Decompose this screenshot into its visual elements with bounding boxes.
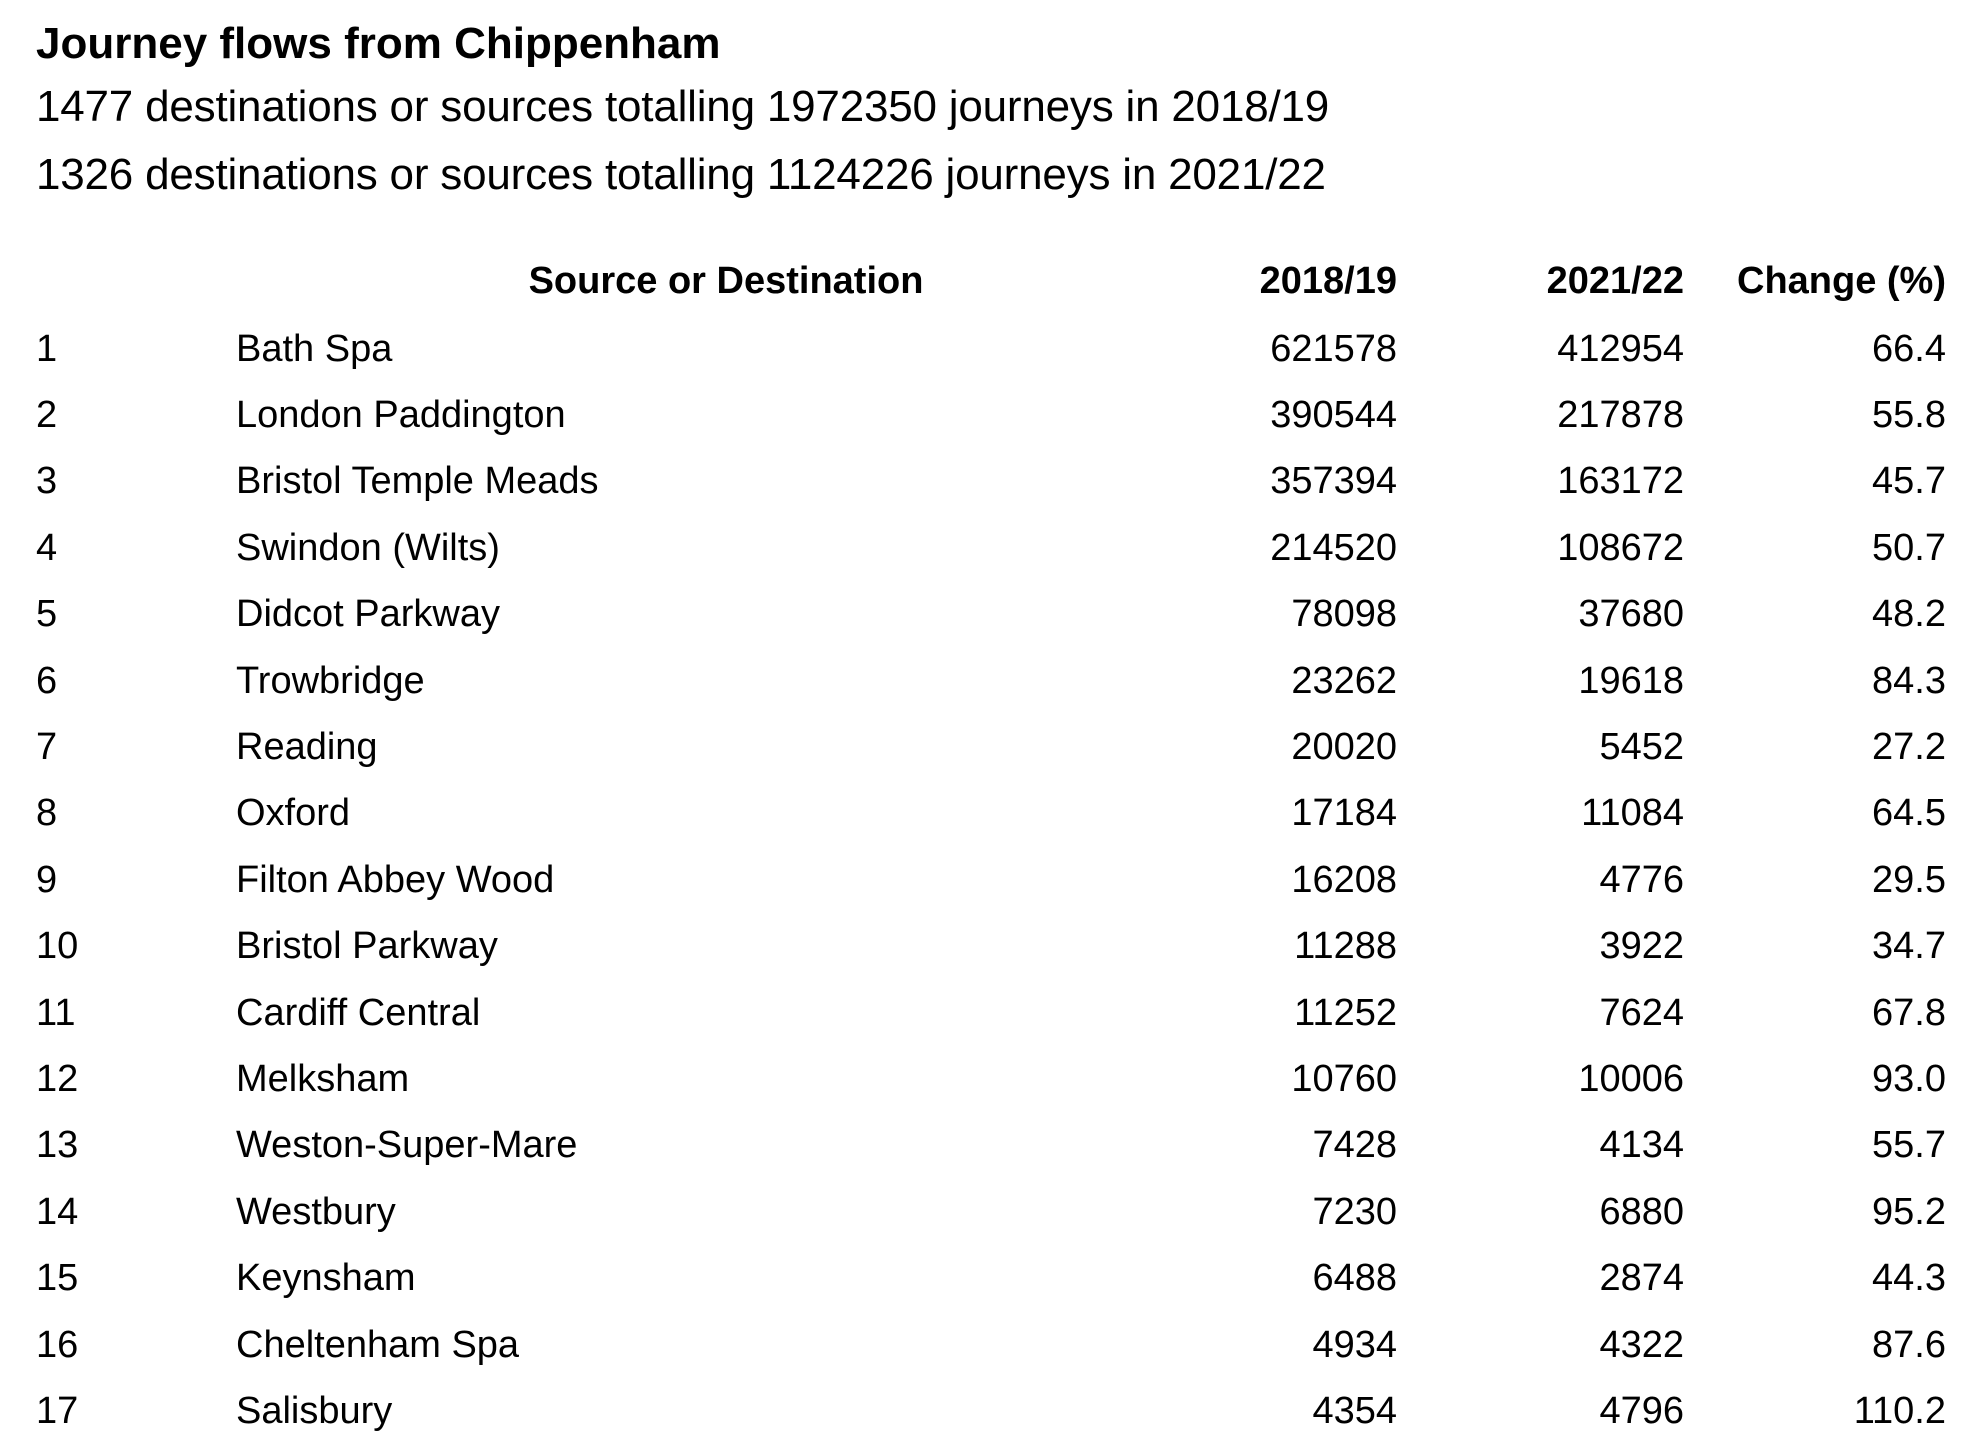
journeys-2018-19-cell: 7428 xyxy=(1312,1124,1397,1167)
station-name-cell: Swindon (Wilts) xyxy=(236,526,500,569)
rank-cell: 4 xyxy=(36,526,58,569)
header-change-percent: Change (%) xyxy=(1737,259,1946,302)
change-percent-cell: 110.2 xyxy=(1853,1389,1946,1432)
journeys-2018-19-cell: 20020 xyxy=(1291,726,1397,769)
table-row xyxy=(36,1046,1946,1112)
station-name-cell: Didcot Parkway xyxy=(236,593,500,636)
rank-cell: 15 xyxy=(36,1257,79,1300)
rank-cell: 17 xyxy=(36,1389,79,1432)
summary-line-2018: 1477 destinations or sources totalling 1972350 journeys in 2018/19 xyxy=(36,82,1330,131)
station-name-cell: Bath Spa xyxy=(236,327,393,370)
rank-cell: 9 xyxy=(36,858,58,901)
station-name-cell: Weston-Super-Mare xyxy=(236,1124,578,1167)
rank-cell: 16 xyxy=(36,1323,79,1366)
rank-cell: 1 xyxy=(36,327,58,370)
journeys-2021-22-cell: 4776 xyxy=(1599,858,1684,901)
change-percent-cell: 55.8 xyxy=(1872,394,1946,437)
journeys-2018-19-cell: 11252 xyxy=(1294,991,1397,1034)
change-percent-cell: 64.5 xyxy=(1872,792,1946,835)
change-percent-cell: 29.5 xyxy=(1872,858,1946,901)
change-percent-cell: 48.2 xyxy=(1872,593,1946,636)
rank-cell: 11 xyxy=(36,991,76,1034)
journeys-2018-19-cell: 390544 xyxy=(1270,394,1397,437)
journeys-2021-22-cell: 10006 xyxy=(1578,1057,1684,1100)
journeys-2018-19-cell: 10760 xyxy=(1291,1057,1397,1100)
journeys-2021-22-cell: 11084 xyxy=(1581,792,1684,835)
journeys-2021-22-cell: 7624 xyxy=(1599,991,1684,1034)
journeys-2018-19-cell: 4354 xyxy=(1312,1389,1397,1432)
table-row xyxy=(36,648,1946,714)
station-name-cell: Keynsham xyxy=(236,1257,416,1300)
rank-cell: 8 xyxy=(36,792,58,835)
rank-cell: 14 xyxy=(36,1190,79,1233)
journeys-2018-19-cell: 357394 xyxy=(1270,460,1397,503)
change-percent-cell: 93.0 xyxy=(1872,1057,1946,1100)
table-row xyxy=(36,1312,1946,1378)
table-row xyxy=(36,1245,1946,1311)
rank-cell: 10 xyxy=(36,925,79,968)
table-header-row xyxy=(36,246,1946,316)
rank-cell: 13 xyxy=(36,1124,79,1167)
change-percent-cell: 87.6 xyxy=(1872,1323,1946,1366)
table-row xyxy=(36,1378,1946,1444)
change-percent-cell: 45.7 xyxy=(1872,460,1946,503)
journeys-2018-19-cell: 11288 xyxy=(1294,925,1397,968)
table-row xyxy=(36,781,1946,847)
station-name-cell: Filton Abbey Wood xyxy=(236,858,555,901)
journeys-2018-19-cell: 6488 xyxy=(1312,1257,1397,1300)
table-row xyxy=(36,382,1946,448)
journeys-2021-22-cell: 3922 xyxy=(1599,925,1684,968)
journeys-2021-22-cell: 4796 xyxy=(1599,1389,1684,1432)
journeys-2018-19-cell: 16208 xyxy=(1291,858,1397,901)
page-title: Journey flows from Chippenham xyxy=(36,19,721,68)
journeys-2021-22-cell: 108672 xyxy=(1557,526,1684,569)
station-name-cell: Oxford xyxy=(236,792,351,835)
change-percent-cell: 55.7 xyxy=(1872,1124,1946,1167)
journeys-2021-22-cell: 4134 xyxy=(1599,1124,1684,1167)
station-name-cell: London Paddington xyxy=(236,394,566,437)
document-page xyxy=(36,14,1946,1432)
change-percent-cell: 50.7 xyxy=(1872,526,1946,569)
rank-cell: 3 xyxy=(36,460,58,503)
table-row xyxy=(36,714,1946,780)
station-name-cell: Reading xyxy=(236,726,378,769)
journeys-2018-19-cell: 78098 xyxy=(1291,593,1397,636)
table-row xyxy=(36,582,1946,648)
header-2021-22: 2021/22 xyxy=(1546,259,1684,302)
rank-cell: 2 xyxy=(36,394,58,437)
journey-flows-table xyxy=(36,246,1946,1445)
table-row xyxy=(36,980,1946,1046)
journeys-2021-22-cell: 412954 xyxy=(1557,327,1684,370)
rank-cell: 5 xyxy=(36,593,58,636)
journeys-2021-22-cell: 37680 xyxy=(1578,593,1684,636)
change-percent-cell: 66.4 xyxy=(1872,327,1946,370)
station-name-cell: Cheltenham Spa xyxy=(236,1323,520,1366)
station-name-cell: Westbury xyxy=(236,1190,396,1233)
table-row xyxy=(36,449,1946,515)
table-body xyxy=(36,316,1946,1445)
journeys-2021-22-cell: 4322 xyxy=(1599,1323,1684,1366)
station-name-cell: Bristol Temple Meads xyxy=(236,460,599,503)
station-name-cell: Bristol Parkway xyxy=(236,925,498,968)
change-percent-cell: 27.2 xyxy=(1872,726,1946,769)
rank-cell: 6 xyxy=(36,659,58,702)
journeys-2018-19-cell: 23262 xyxy=(1291,659,1397,702)
table-row xyxy=(36,914,1946,980)
table-row xyxy=(36,847,1946,913)
journeys-2021-22-cell: 5452 xyxy=(1599,726,1684,769)
change-percent-cell: 67.8 xyxy=(1872,991,1946,1034)
journeys-2021-22-cell: 217878 xyxy=(1557,394,1684,437)
change-percent-cell: 44.3 xyxy=(1872,1257,1946,1300)
table-row xyxy=(36,316,1946,382)
table-row xyxy=(36,1179,1946,1245)
change-percent-cell: 95.2 xyxy=(1872,1190,1946,1233)
journeys-2018-19-cell: 17184 xyxy=(1291,792,1397,835)
station-name-cell: Cardiff Central xyxy=(236,991,481,1034)
rank-cell: 7 xyxy=(36,726,58,769)
journeys-2021-22-cell: 2874 xyxy=(1599,1257,1684,1300)
journeys-2021-22-cell: 6880 xyxy=(1599,1190,1684,1233)
summary-line-2021: 1326 destinations or sources totalling 1124226 journeys in 2021/22 xyxy=(36,150,1326,199)
rank-cell: 12 xyxy=(36,1057,79,1100)
change-percent-cell: 34.7 xyxy=(1872,925,1946,968)
journeys-2021-22-cell: 163172 xyxy=(1557,460,1684,503)
header-2018-19: 2018/19 xyxy=(1259,259,1397,302)
journeys-2018-19-cell: 4934 xyxy=(1312,1323,1397,1366)
journeys-2018-19-cell: 7230 xyxy=(1312,1190,1397,1233)
station-name-cell: Melksham xyxy=(236,1057,410,1100)
header-source-destination: Source or Destination xyxy=(528,259,924,302)
station-name-cell: Salisbury xyxy=(236,1389,393,1432)
journeys-2021-22-cell: 19618 xyxy=(1578,659,1684,702)
table-row xyxy=(36,1113,1946,1179)
journeys-2018-19-cell: 214520 xyxy=(1270,526,1397,569)
header-rank xyxy=(36,246,236,316)
change-percent-cell: 84.3 xyxy=(1872,659,1946,702)
table-row xyxy=(36,515,1946,581)
station-name-cell: Trowbridge xyxy=(236,659,425,702)
journeys-2018-19-cell: 621578 xyxy=(1270,327,1397,370)
